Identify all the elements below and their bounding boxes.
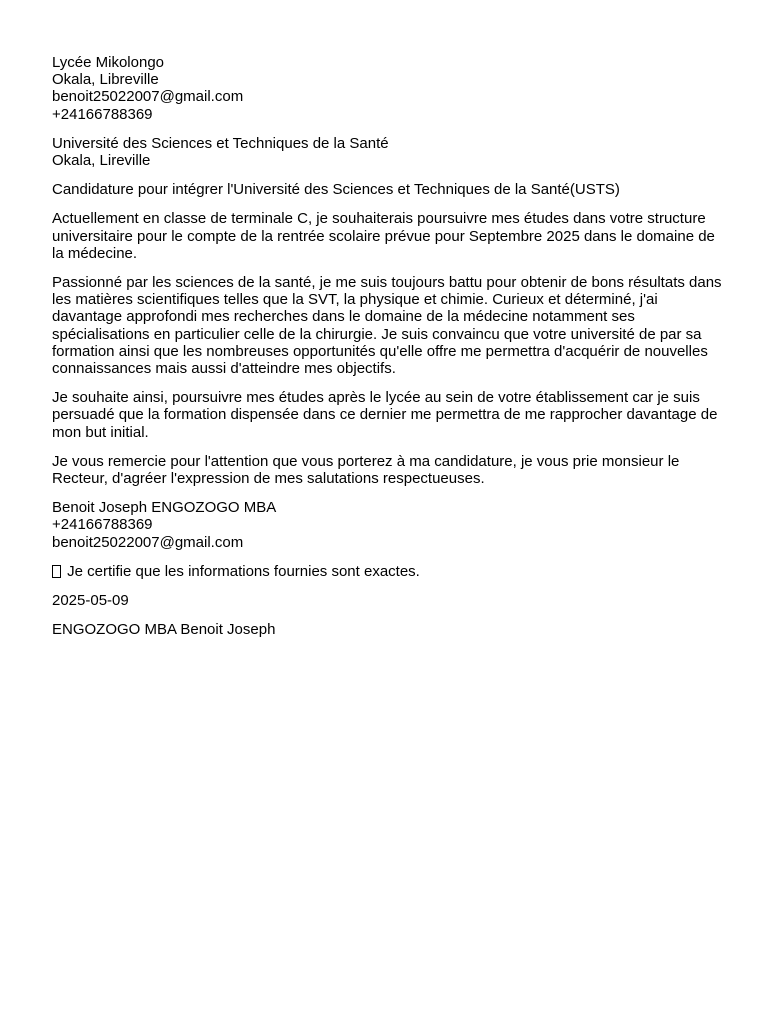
signature-email: benoit25022007@gmail.com xyxy=(52,533,244,551)
sender-school: Lycée Mikolongo xyxy=(52,54,165,71)
certification-text: Je certifie que les informations fournies sont exactes. xyxy=(67,562,420,580)
recipient-name: Université des Sciences et Techniques de la Santé xyxy=(52,134,389,152)
signature-block xyxy=(52,499,722,551)
signature-name: Benoit Joseph ENGOZOGO MBA xyxy=(52,499,277,517)
sender-phone: +24166788369 xyxy=(52,105,153,123)
recipient-block xyxy=(52,135,722,169)
letter-subject: Candidature pour intégrer l'Université des Sciences et Techniques de la Santé(USTS) xyxy=(52,181,620,199)
body-paragraph-3: Je souhaite ainsi, poursuivre mes études après le lycée au sein de votre établissement car je suis persuadé que la formation dispensée dans ce dernier me permettra de me rapprocher davantage de mon but initial. xyxy=(52,389,718,441)
sender-email: benoit25022007@gmail.com xyxy=(52,88,244,106)
body-paragraph-1: Actuellement en classe de terminale C, je souhaiterais poursuivre mes études dans votre structure universitaire pour le compte de la rentrée scolaire prévue pour Septembre 2025 dans le domaine de la médecine. xyxy=(52,210,715,262)
letter xyxy=(52,54,722,650)
body-paragraph-2: Passionné par les sciences de la santé, je me suis toujours battu pour obtenir de bons résultats dans les matières scientifiques telles que la SVT, la physique et chimie. Curieux et déterminé, j'ai davantage approfondi mes recherches dans le domaine de la médecine notamment ses spécialisations en particulier celle de la chirurgie. Je suis convaincu que votre université de par sa formation ainsi que les nombreuses opportunités qu'elle offre me permettra d'acquérir de nouvelles connaissances mais aussi d'atteindre mes objectifs. xyxy=(52,274,722,378)
recipient-address: Okala, Lireville xyxy=(52,152,151,170)
sender-block xyxy=(52,54,722,123)
body-paragraph-4: Je vous remercie pour l'attention que vous porterez à ma candidature, je vous prie monsieur le Recteur, d'agréer l'expression de mes salutations respectueuses. xyxy=(52,452,680,488)
signature-phone: +24166788369 xyxy=(52,516,153,534)
certification-statement xyxy=(52,563,722,580)
letter-date: 2025-05-09 xyxy=(52,592,129,610)
sender-address: Okala, Libreville xyxy=(52,71,159,89)
signed-name: ENGOZOGO MBA Benoit Joseph xyxy=(52,621,276,639)
checkbox-icon xyxy=(52,565,61,578)
